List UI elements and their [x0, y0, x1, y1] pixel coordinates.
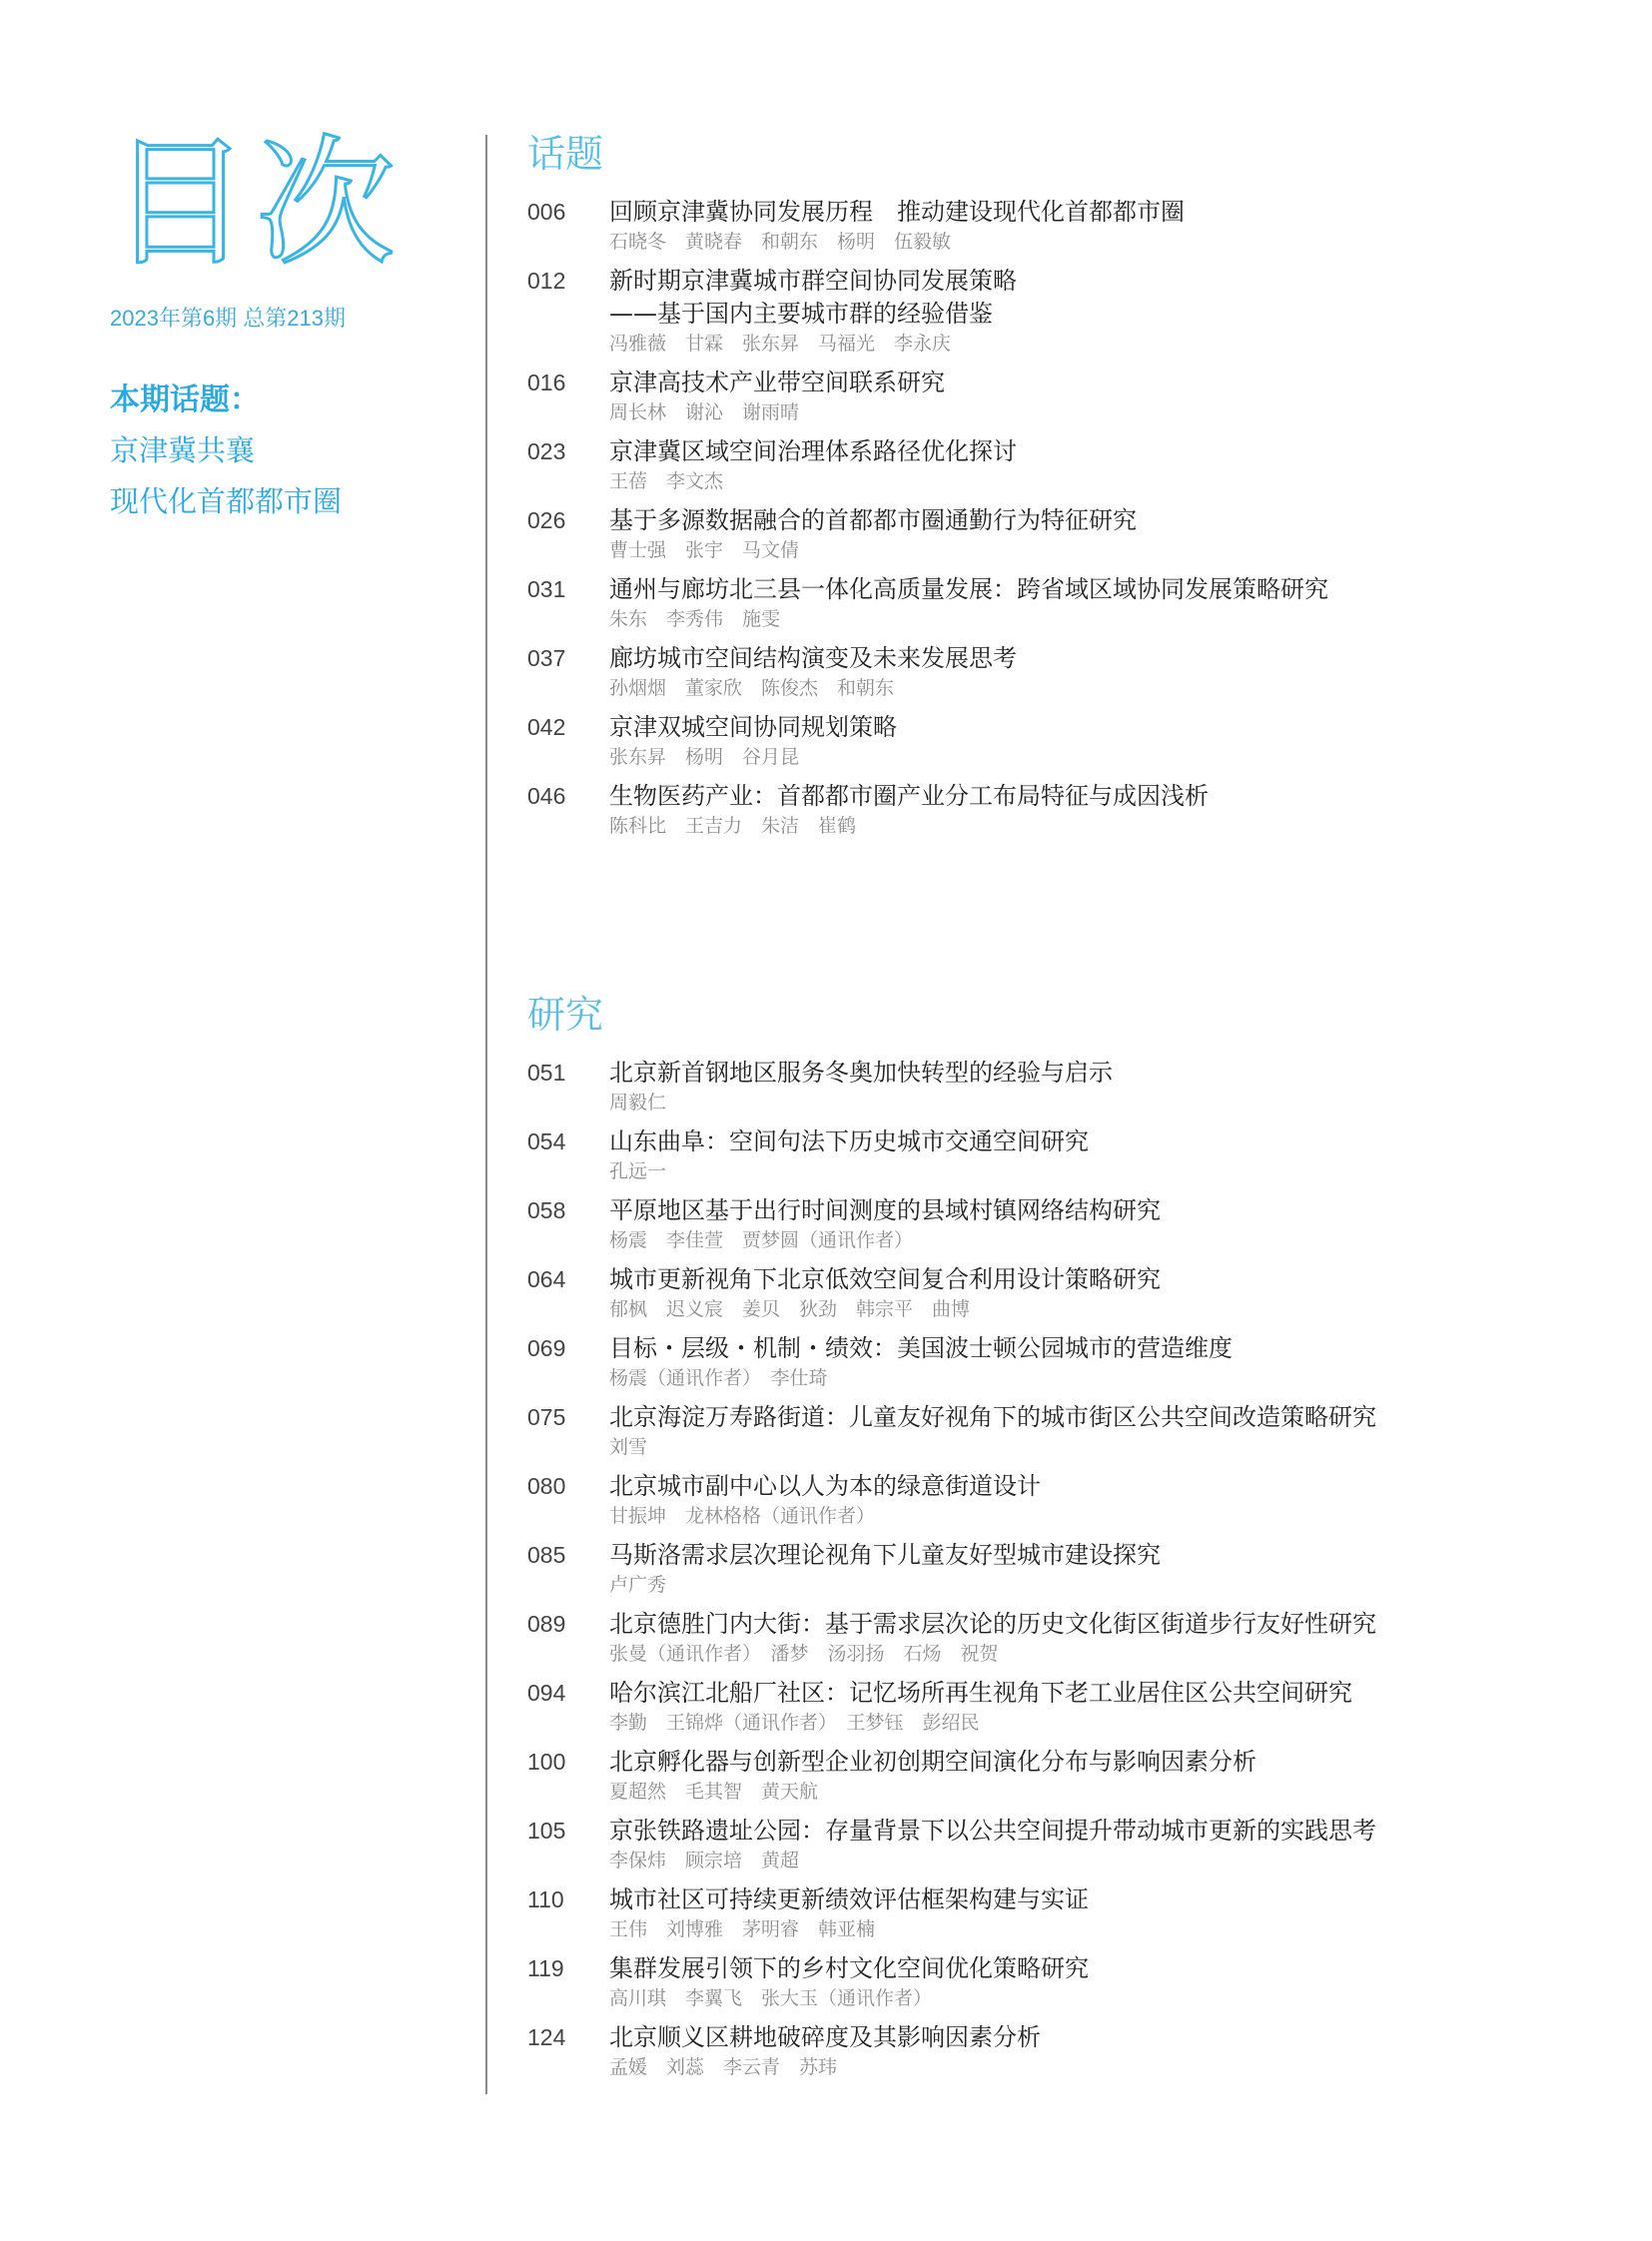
- article-title: 京津双城空间协同规划策略: [609, 713, 897, 741]
- page-number: 037: [527, 645, 566, 671]
- article-title: 京津冀区域空间治理体系路径优化探讨: [609, 437, 1017, 465]
- article-authors: 陈科比 王吉力 朱洁 崔鹤: [609, 815, 857, 837]
- article-authors: 张曼（通讯作者） 潘梦 汤羽扬 石炀 祝贺: [609, 1643, 999, 1665]
- page-number: 069: [527, 1335, 566, 1361]
- article-authors: 孔远一: [609, 1160, 667, 1182]
- article-title: 北京海淀万寿路街道：儿童友好视角下的城市街区公共空间改造策略研究: [609, 1403, 1376, 1431]
- article-authors: 夏超然 毛其智 黄天航: [609, 1781, 819, 1803]
- issue-number: 2023年第6期 总第213期: [110, 306, 346, 331]
- article-subtitle: ——基于国内主要城市群的经验借鉴: [609, 300, 993, 328]
- article-title: 城市社区可持续更新绩效评估框架构建与实证: [609, 1885, 1089, 1913]
- section-title: 话题: [527, 132, 604, 176]
- contents-title: 目次: [110, 123, 403, 286]
- page-number: 046: [527, 783, 566, 809]
- section-research: [527, 989, 1566, 2090]
- article-title: 目标・层级・机制・绩效：美国波士顿公园城市的营造维度: [609, 1334, 1233, 1362]
- toc-entry[interactable]: [527, 573, 1566, 632]
- article-title: 新时期京津冀城市群空间协同发展策略: [609, 267, 1017, 295]
- page-number: 075: [527, 1404, 566, 1430]
- page-number: 031: [527, 576, 566, 602]
- toc-entry[interactable]: [527, 1332, 1566, 1391]
- article-authors: 朱东 李秀伟 施雯: [609, 608, 781, 630]
- topic-line-2: 现代化首都都市圈: [110, 484, 343, 518]
- article-title: 北京城市副中心以人为本的绿意街道设计: [609, 1472, 1041, 1500]
- page-number: 012: [527, 268, 566, 294]
- page-number: 042: [527, 714, 566, 740]
- toc-entry[interactable]: [527, 1057, 1566, 1116]
- page-number: 124: [527, 2024, 566, 2050]
- article-title: 山东曲阜：空间句法下历史城市交通空间研究: [609, 1127, 1089, 1155]
- article-title: 北京顺义区耕地破碎度及其影响因素分析: [609, 2023, 1041, 2051]
- page-number: 058: [527, 1197, 566, 1223]
- toc-entry[interactable]: [527, 196, 1566, 255]
- page-number: 051: [527, 1060, 566, 1086]
- toc-entry[interactable]: [527, 2021, 1566, 2080]
- toc-entry[interactable]: [527, 1952, 1566, 2011]
- article-title: 基于多源数据融合的首都都市圈通勤行为特征研究: [609, 506, 1137, 534]
- page-number: 080: [527, 1473, 566, 1499]
- toc-entry[interactable]: [527, 711, 1566, 770]
- article-authors: 孙烟烟 董家欣 陈俊杰 和朝东: [609, 677, 895, 699]
- page-number: 064: [527, 1266, 566, 1292]
- article-authors: 李保炜 顾宗培 黄超: [609, 1850, 800, 1871]
- toc-entry[interactable]: [527, 435, 1566, 494]
- article-title: 通州与廊坊北三县一体化高质量发展：跨省域区域协同发展策略研究: [609, 575, 1328, 603]
- topic-line-1: 京津冀共襄: [110, 433, 256, 467]
- article-title: 集群发展引领下的乡村文化空间优化策略研究: [609, 1954, 1089, 1982]
- toc-entry[interactable]: [527, 780, 1566, 839]
- toc-entry[interactable]: [527, 1677, 1566, 1736]
- article-title: 回顾京津冀协同发展历程 推动建设现代化首都都市圈: [609, 198, 1185, 226]
- section-topic: [527, 128, 1566, 849]
- toc-entry[interactable]: [527, 1401, 1566, 1460]
- toc-entry[interactable]: [527, 265, 1566, 357]
- toc-entry[interactable]: [527, 1539, 1566, 1598]
- article-title: 北京孵化器与创新型企业初创期空间演化分布与影响因素分析: [609, 1748, 1256, 1776]
- article-authors: 王伟 刘博雅 茅明睿 韩亚楠: [609, 1918, 876, 1940]
- article-title: 京张铁路遗址公园：存量背景下以公共空间提升带动城市更新的实践思考: [609, 1817, 1376, 1845]
- article-authors: 卢广秀: [609, 1574, 667, 1596]
- page-number: 105: [527, 1818, 566, 1844]
- toc-entry[interactable]: [527, 1815, 1566, 1873]
- page-number: 100: [527, 1749, 566, 1775]
- article-authors: 刘雪: [609, 1436, 648, 1458]
- toc-entry[interactable]: [527, 1194, 1566, 1253]
- entry-list: [527, 1057, 1566, 2080]
- article-authors: 孟媛 刘蕊 李云青 苏玮: [609, 2056, 838, 2078]
- article-authors: 周毅仁: [609, 1092, 667, 1114]
- toc-entry[interactable]: [527, 1125, 1566, 1184]
- page-number: 006: [527, 199, 566, 225]
- toc-entry[interactable]: [527, 1470, 1566, 1529]
- article-authors: 杨震 李佳萱 贾梦圆（通讯作者）: [609, 1229, 914, 1251]
- article-title: 平原地区基于出行时间测度的县域村镇网络结构研究: [609, 1196, 1161, 1224]
- toc-entry[interactable]: [527, 1608, 1566, 1667]
- toc-entry[interactable]: [527, 1746, 1566, 1805]
- topic-heading: 本期话题：: [110, 382, 260, 417]
- toc-entry[interactable]: [527, 367, 1566, 425]
- page-number: 016: [527, 370, 566, 395]
- article-authors: 曹士强 张宇 马文倩: [609, 539, 800, 561]
- page-number: 026: [527, 507, 566, 533]
- article-authors: 甘振坤 龙林格格（通讯作者）: [609, 1505, 876, 1527]
- page-number: 085: [527, 1542, 566, 1568]
- toc-entry[interactable]: [527, 642, 1566, 701]
- sidebar: [110, 123, 439, 520]
- article-authors: 石晓冬 黄晓春 和朝东 杨明 伍毅敏: [609, 231, 952, 253]
- article-authors: 王蓓 李文杰: [609, 470, 724, 492]
- page-number: 110: [527, 1886, 564, 1912]
- article-authors: 郁枫 迟义宸 姜贝 狄劲 韩宗平 曲博: [609, 1298, 971, 1320]
- page-number: 089: [527, 1611, 566, 1637]
- article-title: 北京德胜门内大街：基于需求层次论的历史文化街区街道步行友好性研究: [609, 1610, 1376, 1638]
- article-authors: 高川琪 李翼飞 张大玉（通讯作者）: [609, 1987, 933, 2009]
- toc-entry[interactable]: [527, 504, 1566, 563]
- article-title: 马斯洛需求层次理论视角下儿童友好型城市建设探究: [609, 1541, 1161, 1569]
- article-authors: 张东昇 杨明 谷月昆: [609, 746, 800, 768]
- article-title: 城市更新视角下北京低效空间复合利用设计策略研究: [609, 1265, 1161, 1293]
- article-title: 生物医药产业：首都都市圈产业分工布局特征与成因浅析: [609, 782, 1209, 810]
- article-authors: 杨震（通讯作者） 李仕琦: [609, 1367, 828, 1389]
- page-number: 054: [527, 1128, 566, 1154]
- toc-entry[interactable]: [527, 1263, 1566, 1322]
- article-authors: 周长林 谢沁 谢雨晴: [609, 401, 800, 423]
- toc-entry[interactable]: [527, 1883, 1566, 1942]
- page-number: 023: [527, 438, 566, 464]
- article-title: 廊坊城市空间结构演变及未来发展思考: [609, 644, 1017, 672]
- page-number: 119: [527, 1955, 564, 1981]
- entry-list: [527, 196, 1566, 839]
- vertical-divider: [485, 135, 487, 2094]
- article-authors: 冯雅薇 甘霖 张东昇 马福光 李永庆: [609, 333, 952, 355]
- article-authors: 李勤 王锦烨（通讯作者） 王梦钰 彭绍民: [609, 1712, 980, 1734]
- page-number: 094: [527, 1680, 566, 1706]
- article-title: 北京新首钢地区服务冬奥加快转型的经验与启示: [609, 1059, 1113, 1087]
- section-title: 研究: [527, 993, 604, 1037]
- article-title: 哈尔滨江北船厂社区：记忆场所再生视角下老工业居住区公共空间研究: [609, 1679, 1352, 1707]
- article-title: 京津高技术产业带空间联系研究: [609, 369, 945, 396]
